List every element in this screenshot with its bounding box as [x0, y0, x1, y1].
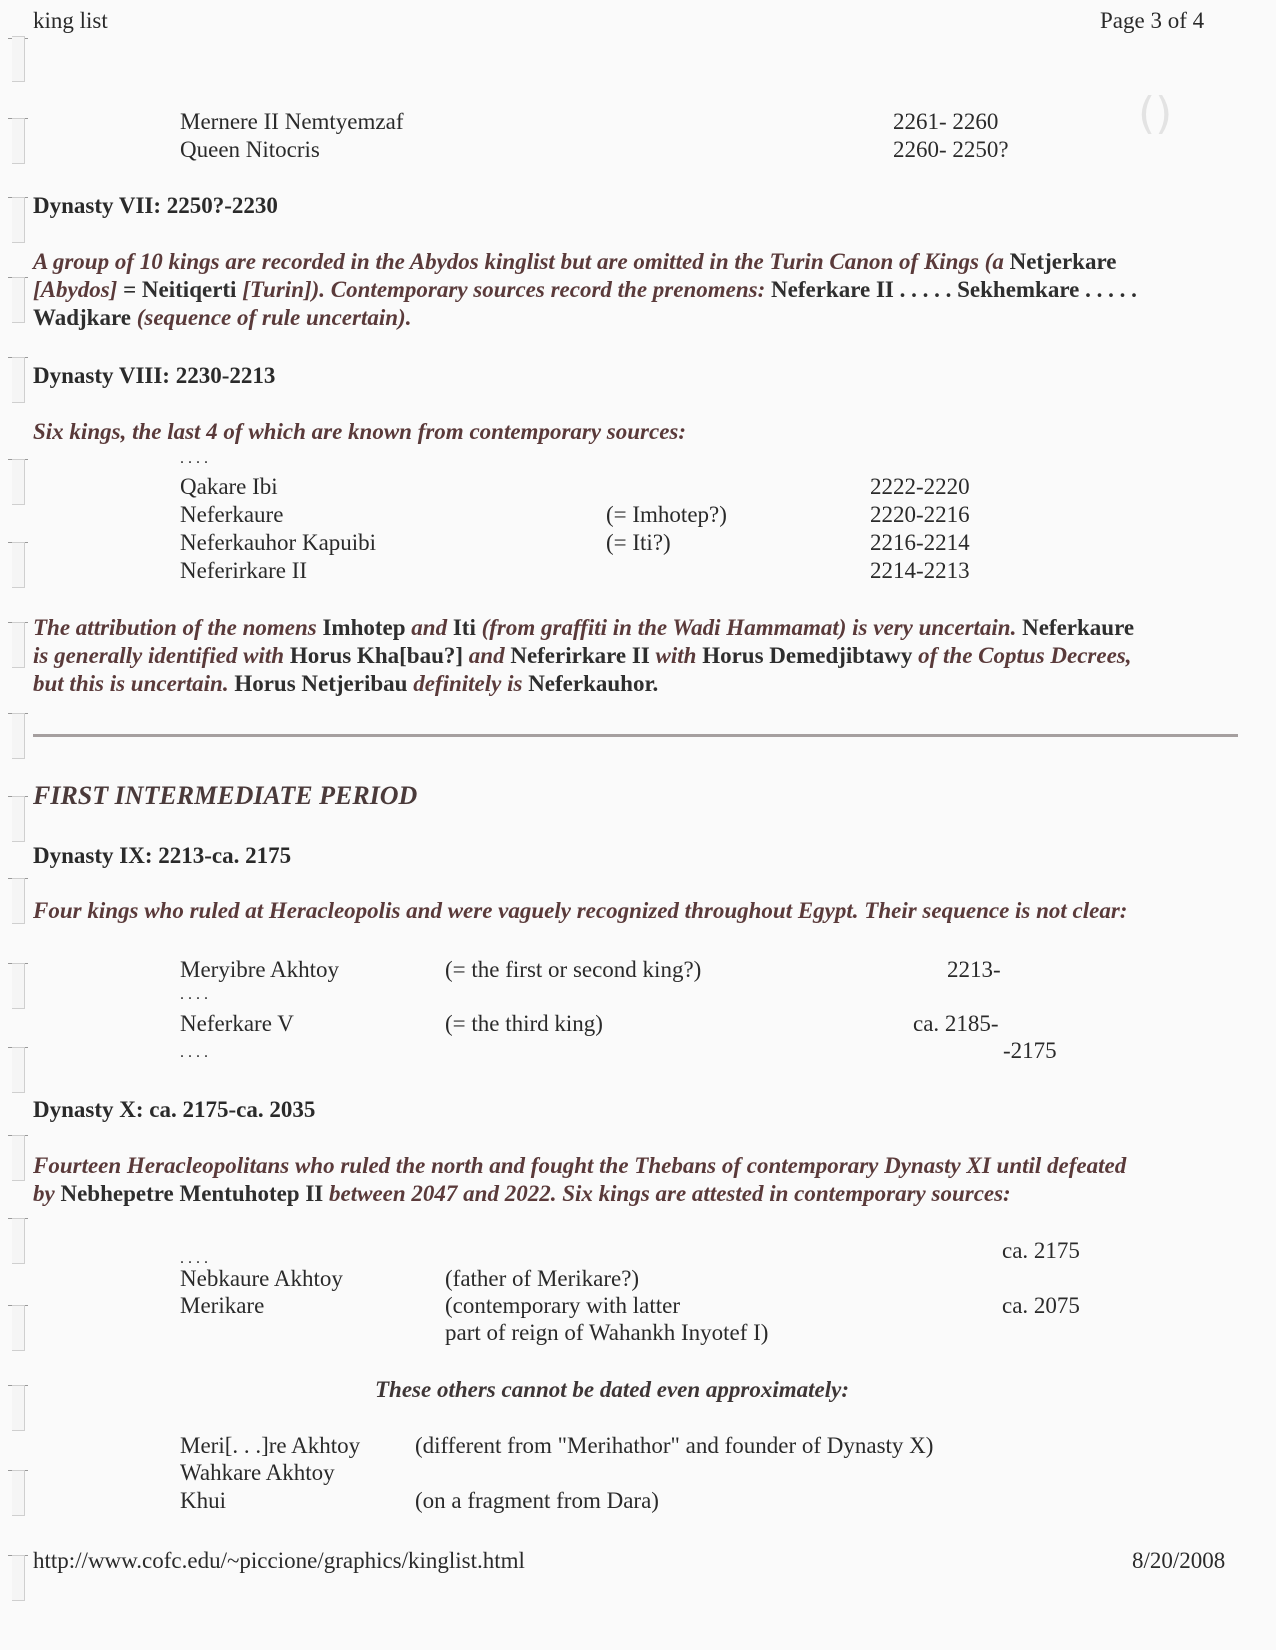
margin-hole: [12, 1135, 25, 1181]
dynasty-heading: Dynasty VIII: 2230-2213: [33, 363, 276, 388]
margin-hole: [12, 542, 25, 588]
margin-hole: [12, 1305, 25, 1351]
note-line: but this is uncertain. Horus Netjeribau definitely is Neferkauhor.: [33, 671, 659, 696]
king-date: 2216-2214: [870, 530, 970, 555]
king-date: ca. 2075: [1002, 1293, 1080, 1318]
dynasty-intro: Six kings, the last 4 of which are known from contemporary sources:: [33, 419, 687, 444]
page-number: Page 3 of 4: [1100, 8, 1205, 33]
king-date: ca. 2175: [1002, 1238, 1080, 1263]
margin-hole: [12, 357, 25, 403]
ellipsis: . . . .: [180, 1250, 208, 1267]
ellipsis: . . . .: [180, 1044, 208, 1061]
king-date: 2222-2220: [870, 474, 970, 499]
margin-hole: [12, 1470, 25, 1516]
king-name: Neferkauhor Kapuibi: [180, 530, 377, 555]
period-title: FIRST INTERMEDIATE PERIOD: [33, 781, 418, 810]
undated-heading: These others cannot be dated even approximately:: [375, 1377, 849, 1402]
margin-hole: [12, 1218, 25, 1264]
attribution-note: [33, 614, 1233, 698]
king-name: Neferkare V: [180, 1011, 294, 1036]
king-name: Neferirkare II: [180, 558, 308, 583]
king-name: Neferkaure: [180, 502, 284, 527]
king-date: 2213-: [947, 957, 1001, 982]
margin-hole: [12, 197, 25, 243]
note-line: is generally identified with Horus Kha[bau?] and Neferirkare II with Horus Demedjibtawy of the Coptus Decrees,: [33, 643, 1132, 668]
dynasty-intro: [33, 1152, 1233, 1208]
description-line: A group of 10 kings are recorded in the Abydos kinglist but are omitted in the Turin Canon of Kings (a Netjerkare: [33, 249, 1117, 274]
king-name: Meri[. . .]re Akhtoy: [180, 1433, 361, 1458]
king-name: Queen Nitocris: [180, 137, 320, 162]
description-line: Wadjkare (sequence of rule uncertain).: [33, 305, 412, 330]
king-name: Meryibre Akhtoy: [180, 957, 340, 982]
king-date: 2261- 2260: [893, 109, 999, 134]
footer-date: 8/20/2008: [1132, 1548, 1226, 1573]
king-note: (different from "Merihathor" and founder of Dynasty X): [415, 1433, 934, 1458]
ellipsis: . . . .: [180, 986, 208, 1003]
king-note: (contemporary with latter: [445, 1293, 681, 1318]
king-date: 2220-2216: [870, 502, 970, 527]
king-name: Merikare: [180, 1293, 265, 1318]
section-divider: [33, 734, 1238, 737]
king-name: Khui: [180, 1488, 226, 1513]
king-name: Mernere II Nemtyemzaf: [180, 109, 404, 134]
king-name: Qakare Ibi: [180, 474, 278, 499]
margin-hole: [12, 796, 25, 842]
king-date: ca. 2185-: [913, 1011, 999, 1036]
king-note: (on a fragment from Dara): [415, 1488, 659, 1513]
margin-hole: [12, 36, 25, 82]
margin-hole: [12, 1385, 25, 1431]
dynasty-intro: Four kings who ruled at Heracleopolis and were vaguely recognized throughout Egypt. Their sequence is not clear:: [33, 898, 1128, 923]
pencil-mark: (): [1138, 88, 1173, 139]
margin-hole: [12, 963, 25, 1009]
king-note: (= the first or second king?): [445, 957, 702, 982]
margin-hole: [12, 713, 25, 759]
page-header-title: king list: [33, 8, 108, 33]
intro-line: Fourteen Heracleopolitans who ruled the north and fought the Thebans of contemporary Dynasty XI until defeated: [33, 1153, 1127, 1178]
king-name: Wahkare Akhtoy: [180, 1460, 335, 1485]
description-line: [Abydos] = Neitiqerti [Turin]). Contemporary sources record the prenomens: Neferkare II . . . . . Sekhemkare . . . . .: [33, 277, 1137, 302]
margin-hole: [12, 622, 25, 668]
dynasty-description: [33, 248, 1233, 332]
margin-hole: [12, 118, 25, 164]
margin-hole: [12, 459, 25, 505]
king-note: (= Imhotep?): [606, 502, 727, 527]
dynasty-heading: Dynasty X: ca. 2175-ca. 2035: [33, 1097, 316, 1122]
king-note: part of reign of Wahankh Inyotef I): [445, 1320, 769, 1345]
king-date: -2175: [1003, 1038, 1057, 1063]
footer-url: http://www.cofc.edu/~piccione/graphics/kinglist.html: [33, 1548, 525, 1573]
king-note: (father of Merikare?): [445, 1266, 640, 1291]
intro-line: by Nebhepetre Mentuhotep II between 2047 and 2022. Six kings are attested in contemporary sources:: [33, 1181, 1011, 1206]
king-note: (= the third king): [445, 1011, 603, 1036]
ellipsis: . . . .: [180, 450, 208, 467]
note-line: The attribution of the nomens Imhotep and Iti (from graffiti in the Wadi Hammamat) is very uncertain. Neferkaure: [33, 615, 1135, 640]
king-date: 2260- 2250?: [893, 137, 1009, 162]
dynasty-heading: Dynasty VII: 2250?-2230: [33, 193, 278, 218]
margin-hole: [12, 1555, 25, 1601]
king-name: Nebkaure Akhtoy: [180, 1266, 343, 1291]
margin-hole: [12, 277, 25, 323]
margin-hole: [12, 1047, 25, 1093]
king-note: (= Iti?): [606, 530, 671, 555]
king-date: 2214-2213: [870, 558, 970, 583]
margin-hole: [12, 878, 25, 924]
dynasty-heading: Dynasty IX: 2213-ca. 2175: [33, 843, 292, 868]
